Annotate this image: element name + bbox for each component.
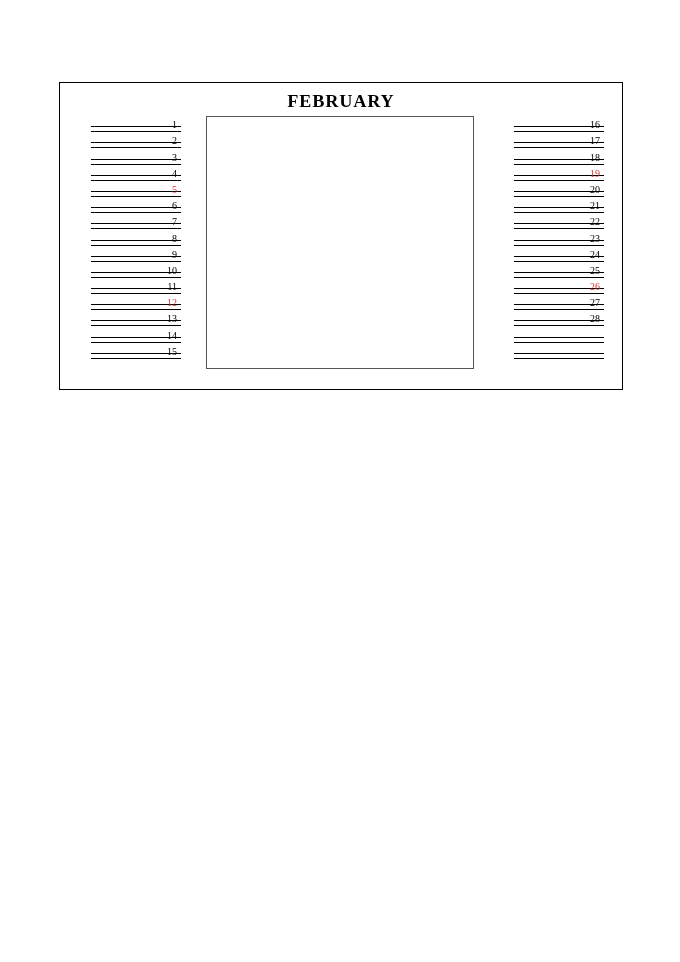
- day-rule-secondary: [91, 175, 181, 176]
- day-number: 8: [172, 233, 177, 245]
- day-row[interactable]: [514, 117, 604, 133]
- day-rule-primary: [91, 147, 181, 148]
- day-column-left: [91, 117, 181, 360]
- day-row[interactable]: [514, 182, 604, 198]
- day-rule-primary: [514, 309, 604, 310]
- day-rule-primary: [91, 277, 181, 278]
- blank-ruled-row[interactable]: [514, 327, 604, 343]
- blank-ruled-row[interactable]: [514, 344, 604, 360]
- day-number: 19: [590, 168, 600, 180]
- day-rule-primary: [514, 342, 604, 343]
- day-rule-primary: [514, 196, 604, 197]
- day-number: 21: [590, 201, 600, 213]
- day-number: 27: [590, 298, 600, 310]
- day-rule-primary: [514, 131, 604, 132]
- day-number: 24: [590, 249, 600, 261]
- day-number: 12: [167, 298, 177, 310]
- day-rule-primary: [514, 164, 604, 165]
- day-row[interactable]: [91, 327, 181, 343]
- day-number: 16: [590, 120, 600, 132]
- day-rule-primary: [91, 342, 181, 343]
- day-row[interactable]: [514, 230, 604, 246]
- day-row[interactable]: [91, 117, 181, 133]
- day-number: 23: [590, 233, 600, 245]
- day-row[interactable]: [514, 149, 604, 165]
- day-number: 6: [172, 201, 177, 213]
- day-rule-primary: [91, 358, 181, 359]
- day-rule-primary: [91, 164, 181, 165]
- day-row[interactable]: [91, 247, 181, 263]
- day-rule-primary: [514, 245, 604, 246]
- day-rule-primary: [91, 261, 181, 262]
- day-rule-secondary: [91, 159, 181, 160]
- day-row[interactable]: [91, 214, 181, 230]
- day-row[interactable]: [91, 149, 181, 165]
- day-number: 7: [172, 217, 177, 229]
- day-row[interactable]: [91, 263, 181, 279]
- day-row[interactable]: [91, 133, 181, 149]
- day-row[interactable]: [91, 279, 181, 295]
- day-row[interactable]: [514, 263, 604, 279]
- photo-placeholder[interactable]: [206, 116, 474, 369]
- day-row[interactable]: [91, 311, 181, 327]
- day-rule-secondary: [91, 191, 181, 192]
- day-rule-primary: [514, 228, 604, 229]
- day-row[interactable]: [514, 295, 604, 311]
- day-number: 11: [167, 282, 177, 294]
- day-row[interactable]: [91, 295, 181, 311]
- day-rule-primary: [91, 131, 181, 132]
- day-number: 1: [172, 120, 177, 132]
- day-rule-secondary: [91, 256, 181, 257]
- day-number: 3: [172, 152, 177, 164]
- day-number: 17: [590, 136, 600, 148]
- day-row[interactable]: [514, 311, 604, 327]
- day-rule-secondary: [91, 223, 181, 224]
- day-row[interactable]: [514, 279, 604, 295]
- day-number: 20: [590, 184, 600, 196]
- day-number: 18: [590, 152, 600, 164]
- day-rule-primary: [91, 212, 181, 213]
- day-row[interactable]: [91, 198, 181, 214]
- day-number: 2: [172, 136, 177, 148]
- day-number: 26: [590, 282, 600, 294]
- day-rule-primary: [514, 147, 604, 148]
- day-number: 22: [590, 217, 600, 229]
- day-number: 14: [167, 330, 177, 342]
- day-row[interactable]: [91, 230, 181, 246]
- day-rule-secondary: [91, 207, 181, 208]
- day-number: 9: [172, 249, 177, 261]
- day-rule-primary: [91, 245, 181, 246]
- day-rule-primary: [91, 309, 181, 310]
- day-rule-primary: [514, 358, 604, 359]
- day-number: 15: [167, 346, 177, 358]
- day-rule-primary: [514, 277, 604, 278]
- day-rule-primary: [91, 293, 181, 294]
- day-rule-primary: [91, 228, 181, 229]
- day-rule-primary: [514, 261, 604, 262]
- day-rule-secondary: [91, 240, 181, 241]
- day-number: 5: [172, 184, 177, 196]
- day-number: 28: [590, 314, 600, 326]
- day-number: 4: [172, 168, 177, 180]
- day-column-right: [514, 117, 604, 360]
- day-rule-secondary: [514, 337, 604, 338]
- day-row[interactable]: [91, 344, 181, 360]
- day-rule-primary: [514, 293, 604, 294]
- day-rule-secondary: [91, 142, 181, 143]
- day-number: 10: [167, 265, 177, 277]
- day-row[interactable]: [514, 133, 604, 149]
- day-rule-primary: [91, 180, 181, 181]
- day-row[interactable]: [514, 166, 604, 182]
- day-rule-primary: [514, 180, 604, 181]
- day-row[interactable]: [514, 214, 604, 230]
- day-rule-primary: [514, 212, 604, 213]
- day-number: 13: [167, 314, 177, 326]
- page-title: FEBRUARY: [287, 91, 395, 111]
- day-rule-primary: [91, 196, 181, 197]
- day-rule-secondary: [91, 126, 181, 127]
- day-row[interactable]: [91, 182, 181, 198]
- day-row[interactable]: [91, 166, 181, 182]
- day-rule-primary: [91, 325, 181, 326]
- day-number: 25: [590, 265, 600, 277]
- day-row[interactable]: [514, 198, 604, 214]
- day-row[interactable]: [514, 247, 604, 263]
- calendar-frame: [59, 82, 623, 390]
- day-rule-secondary: [514, 353, 604, 354]
- day-rule-primary: [514, 325, 604, 326]
